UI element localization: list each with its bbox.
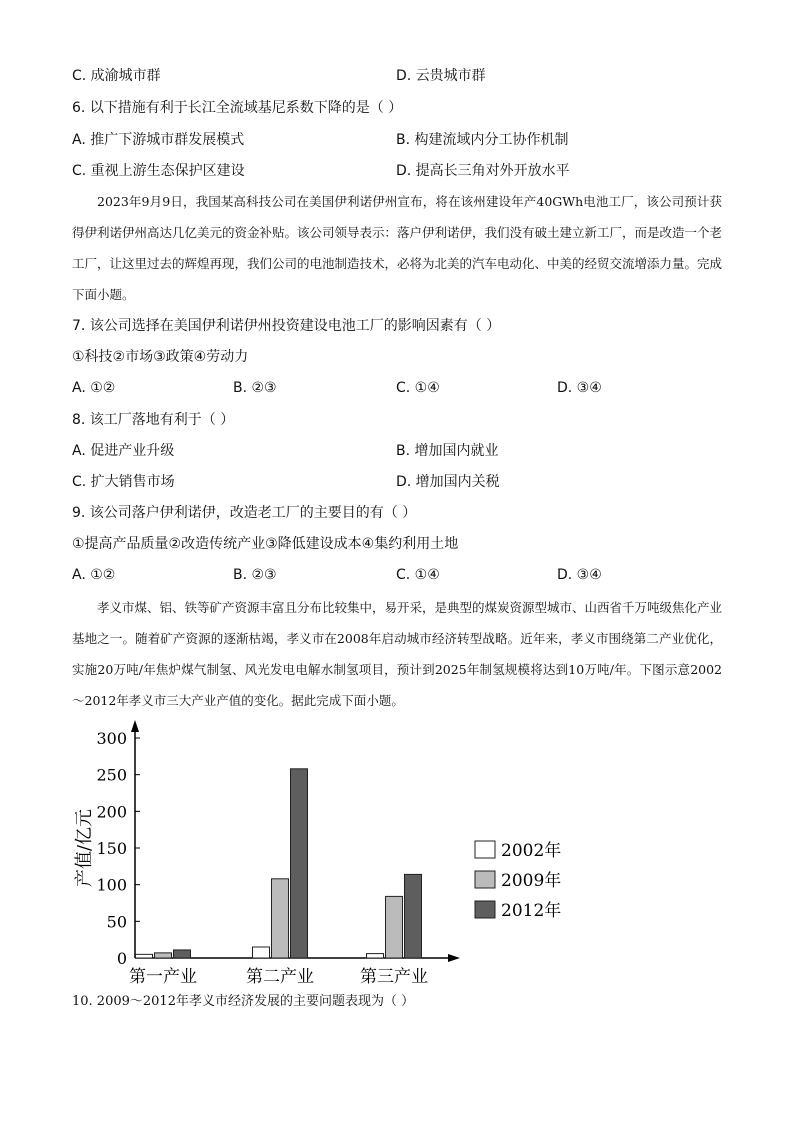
legend-label-2002年: 2002年: [501, 841, 562, 861]
y-tick-label-100: 100: [96, 875, 127, 895]
q8-stem: 8. 该工厂落地有利于（ ）: [72, 412, 235, 428]
q7-option-d: D. ③④: [557, 380, 602, 396]
y-tick-label-300: 300: [96, 729, 127, 748]
q6-stem: 6. 以下措施有利于长江全流域基尼系数下降的是（ ）: [72, 100, 403, 116]
passage-battery-factory: [72, 186, 722, 310]
q8-option-c: C. 扩大销售市场: [72, 474, 175, 490]
legend-label-2012年: 2012年: [501, 901, 562, 921]
q9-option-c: C. ①④: [396, 567, 440, 583]
q7-option-c: C. ①④: [396, 380, 440, 396]
q8-option-a: A. 促进产业升级: [72, 443, 175, 459]
q6-option-b: B. 构建流域内分工协作机制: [396, 132, 569, 148]
q7-option-a: A. ①②: [72, 380, 116, 396]
y-tick-label-50: 50: [106, 912, 127, 932]
legend-swatch-2012年: [475, 901, 495, 918]
bar-1-2009年: [155, 953, 172, 958]
y-axis-title: 产值/亿元: [74, 808, 95, 888]
y-tick-label-200: 200: [96, 802, 127, 822]
q7-factors: ①科技②市场③政策④劳动力: [72, 349, 249, 365]
y-axis-arrow: [131, 720, 139, 732]
legend-swatch-2002年: [475, 841, 495, 858]
bar-1-2012年: [174, 950, 191, 958]
q7-option-b: B. ②③: [233, 380, 277, 396]
y-tick-label-150: 150: [96, 839, 127, 858]
q9-stem: 9. 该公司落户伊利诺伊，改造老工厂的主要目的有（ ）: [72, 505, 417, 521]
bar-2-2002年: [253, 947, 270, 958]
q6-option-d: D. 提高长三角对外开放水平: [396, 163, 570, 179]
bar-2-2012年: [291, 769, 308, 958]
industry-output-chart: [60, 718, 580, 990]
q8-option-b: B. 增加国内就业: [396, 443, 499, 459]
q9-option-a: A. ①②: [72, 567, 116, 583]
legend-label-2009年: 2009年: [501, 871, 562, 891]
y-tick-label-0: 0: [116, 949, 127, 968]
legend-swatch-2009年: [475, 871, 495, 888]
passage-2-text: 孝义市煤、铝、铁等矿产资源丰富且分布比较集中，易开采，是典型的煤炭资源型城市、山西省千万吨级焦化产业基地之一。随着矿产资源的逐渐枯竭，孝义市在2008年启动城市经济转型战略。近年来，孝义市围绕第二产业优化，实施20万吨/年焦炉煤气制氢、风光发电电解水制氢项目，预计到2025年制氢规模将达到10万吨/年。下图示意2002～2012年孝义市三大产业产值的变化。据此完成下面小题。: [72, 600, 723, 708]
bar-1-2002年: [136, 954, 153, 958]
q5-option-c: C. 成渝城市群: [72, 68, 161, 84]
bar-2-2009年: [272, 879, 289, 958]
q9-option-b: B. ②③: [233, 567, 277, 583]
bar-3-2002年: [367, 954, 384, 958]
q5-option-d: D. 云贵城市群: [396, 68, 486, 84]
q6-option-c: C. 重视上游生态保护区建设: [72, 163, 245, 179]
category-label-2: 第二产业: [246, 967, 314, 987]
passage-xiaoyi: [72, 592, 722, 716]
q8-option-d: D. 增加国内关税: [396, 474, 500, 490]
bar-3-2012年: [405, 874, 422, 958]
y-tick-label-250: 250: [96, 765, 127, 785]
category-label-3: 第三产业: [360, 967, 428, 987]
q9-factors: ①提高产品质量②改造传统产业③降低建设成本④集约利用土地: [72, 536, 459, 552]
q9-option-d: D. ③④: [557, 567, 602, 583]
x-axis-arrow: [448, 954, 460, 962]
q10-stem: 10. 2009～2012年孝义市经济发展的主要问题表现为（ ）: [72, 994, 415, 1009]
q6-option-a: A. 推广下游城市群发展模式: [72, 132, 245, 148]
category-label-1: 第一产业: [129, 967, 197, 987]
q7-stem: 7. 该公司选择在美国伊利诺伊州投资建设电池工厂的影响因素有（ ）: [72, 318, 501, 334]
bar-3-2009年: [386, 896, 403, 958]
passage-1-text: 2023年9月9日，我国某高科技公司在美国伊利诺伊州宣布，将在该州建设年产40GWh电池工厂，该公司预计获得伊利诺伊州高达几亿美元的资金补贴。该公司领导表示：落户伊利诺伊，我们没有破土建立新工厂，而是改造一个老工厂，让这里过去的辉煌再现，我们公司的电池制造技术，必将为北美的汽车电动化、中美的经贸交流增添力量。完成下面小题。: [72, 194, 723, 302]
